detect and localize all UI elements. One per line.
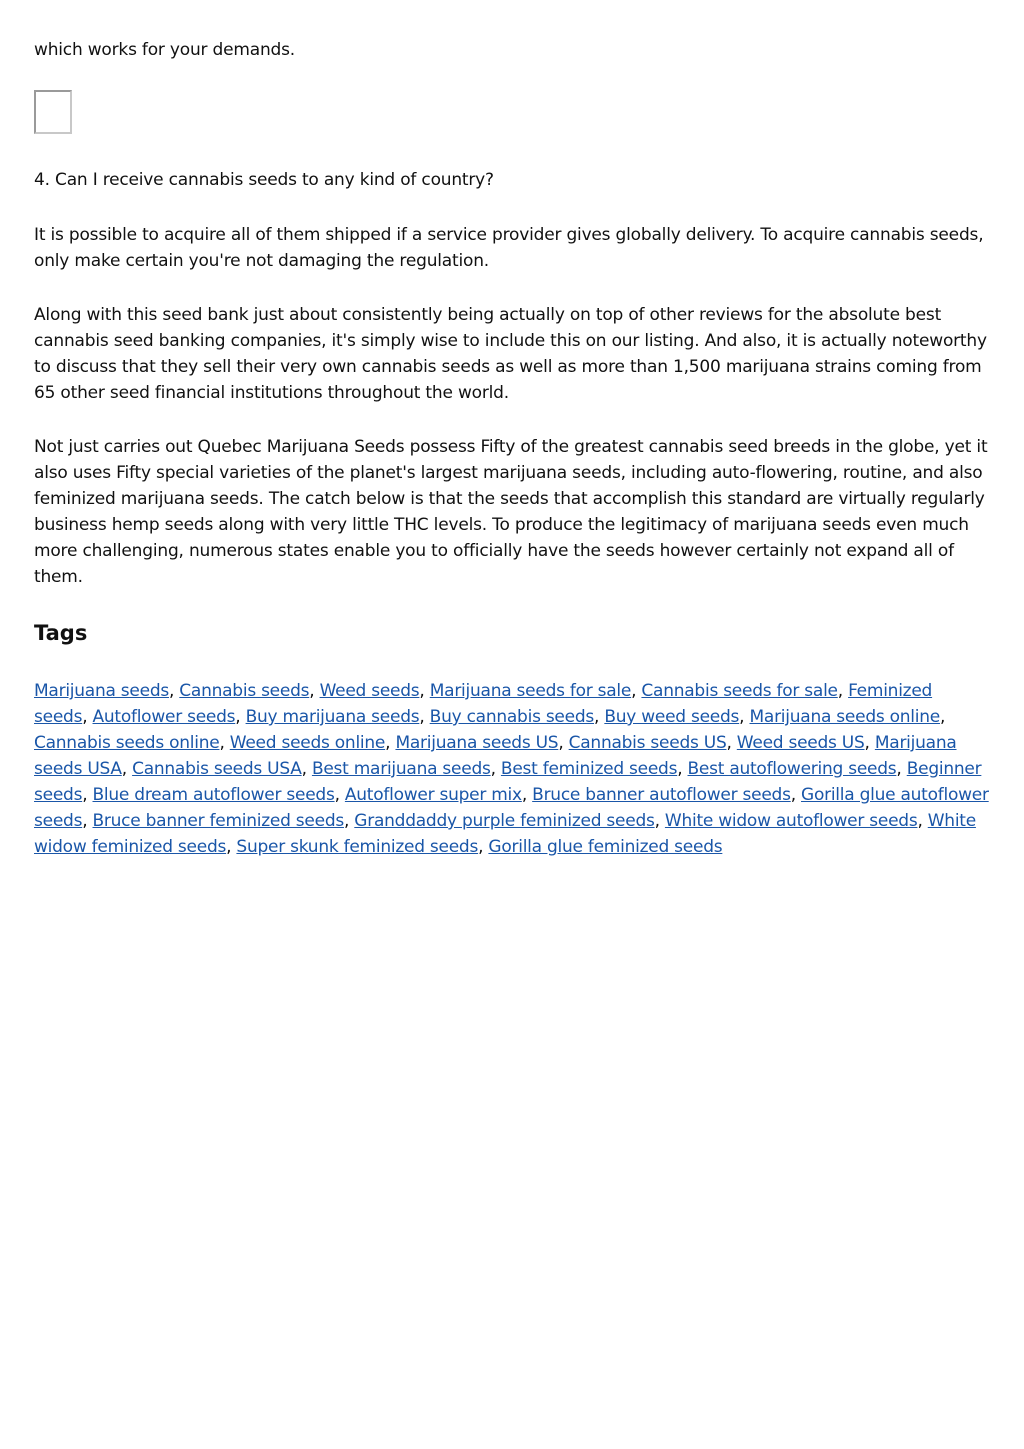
tag-link[interactable]: Buy marijuana seeds [245, 707, 420, 727]
broken-image-icon [34, 90, 72, 134]
tag-separator: , [334, 785, 345, 805]
tags-list [34, 678, 990, 860]
tag-link[interactable]: Marijuana seeds for sale [429, 681, 632, 701]
paragraph-seed-bank: Along with this seed bank just about consistently being actually on top of other reviews for the absolute best cannabis seed banking companies, it's simply wise to include this on our listing. And also, it is actually noteworthy to discuss that they sell their very own cannabis seeds as well as more than 1,500 marijuana strains coming from 65 other seed financial institutions throughout the world. [34, 305, 987, 403]
tag-link[interactable]: Gorilla glue feminized seeds [488, 837, 723, 857]
tag-separator: , [419, 681, 430, 701]
tag-separator: , [301, 759, 312, 779]
tag-separator: , [864, 733, 875, 753]
tag-link[interactable]: Best feminized seeds [500, 759, 678, 779]
tag-separator: , [419, 707, 430, 727]
tag-link[interactable]: Weed seeds [319, 681, 420, 701]
tag-separator: , [631, 681, 642, 701]
tag-link[interactable]: White widow autoflower seeds [664, 811, 918, 831]
tag-link[interactable]: Autoflower super mix [344, 785, 522, 805]
question-heading: 4. Can I receive cannabis seeds to any kind of country? [34, 170, 494, 190]
tag-separator: , [790, 785, 802, 805]
tag-link[interactable]: Cannabis seeds US [568, 733, 727, 753]
tag-separator: , [82, 785, 93, 805]
tag-separator: , [654, 811, 665, 831]
tag-link[interactable]: Weed seeds US [736, 733, 865, 753]
tag-link[interactable]: White widow feminized seeds [34, 811, 976, 857]
tag-separator: , [235, 707, 246, 727]
tag-link[interactable]: Best autoflowering seeds [687, 759, 897, 779]
tag-link[interactable]: Marijuana seeds USA [34, 733, 957, 779]
tag-link[interactable]: Cannabis seeds for sale [641, 681, 838, 701]
tag-link[interactable]: Blue dream autoflower seeds [92, 785, 335, 805]
tag-separator: , [385, 733, 396, 753]
tag-link[interactable]: Beginner seeds [34, 759, 982, 805]
tag-separator: , [168, 681, 180, 701]
tag-link[interactable]: Super skunk feminized seeds [236, 837, 479, 857]
tag-separator: , [309, 681, 320, 701]
tag-link[interactable]: Cannabis seeds online [34, 733, 220, 753]
tag-link[interactable]: Cannabis seeds [179, 681, 310, 701]
tag-separator: , [677, 759, 688, 779]
tag-separator: , [939, 707, 946, 727]
tag-link[interactable]: Weed seeds online [229, 733, 386, 753]
tag-separator: , [490, 759, 501, 779]
paragraph-shipping: It is possible to acquire all of them shipped if a service provider gives globally delivery. To acquire cannabis seeds, only make certain you're not damaging the regulation. [34, 225, 984, 271]
tag-separator: , [558, 733, 569, 753]
tag-separator: , [343, 811, 355, 831]
paragraph-intro-end: which works for your demands. [34, 40, 295, 60]
tag-separator: , [219, 733, 230, 753]
tag-separator: , [917, 811, 928, 831]
tag-separator: , [82, 707, 93, 727]
tag-link[interactable]: Granddaddy purple feminized seeds [354, 811, 655, 831]
tag-link[interactable]: Marijuana seeds [34, 681, 169, 701]
tag-separator: , [594, 707, 605, 727]
tag-separator: , [82, 811, 93, 831]
tag-separator: , [226, 837, 237, 857]
tag-link[interactable]: Bruce banner autoflower seeds [532, 785, 791, 805]
tag-separator: , [837, 681, 849, 701]
tag-link[interactable]: Bruce banner feminized seeds [92, 811, 344, 831]
tag-separator: , [739, 707, 750, 727]
tag-link[interactable]: Buy weed seeds [604, 707, 740, 727]
tag-separator: , [726, 733, 737, 753]
tag-link[interactable]: Gorilla glue autoflower seeds [34, 785, 989, 831]
tag-separator: , [478, 837, 489, 857]
paragraph-quebec: Not just carries out Quebec Marijuana Seeds possess Fifty of the greatest cannabis seed breeds in the globe, yet it also uses Fifty special varieties of the planet's largest marijuana seeds, including auto-flowering, routine, and also feminized marijuana seeds. The catch below is that the seeds that accomplish this standard are virtually regularly business hemp seeds along with very little THC levels. To produce the legitimacy of marijuana seeds even much more challenging, numerous states enable you to officially have the seeds however certainly not expand all of them. [34, 437, 988, 587]
tag-link[interactable]: Marijuana seeds US [395, 733, 559, 753]
tags-heading: Tags [34, 621, 88, 645]
tag-link[interactable]: Feminized seeds [34, 681, 933, 727]
tag-link[interactable]: Cannabis seeds USA [132, 759, 302, 779]
tag-link[interactable]: Best marijuana seeds [311, 759, 491, 779]
tag-separator: , [121, 759, 133, 779]
tag-separator: , [896, 759, 907, 779]
tag-link[interactable]: Marijuana seeds online [749, 707, 940, 727]
tag-separator: , [521, 785, 533, 805]
tag-link[interactable]: Buy cannabis seeds [429, 707, 595, 727]
tag-link[interactable]: Autoflower seeds [92, 707, 236, 727]
